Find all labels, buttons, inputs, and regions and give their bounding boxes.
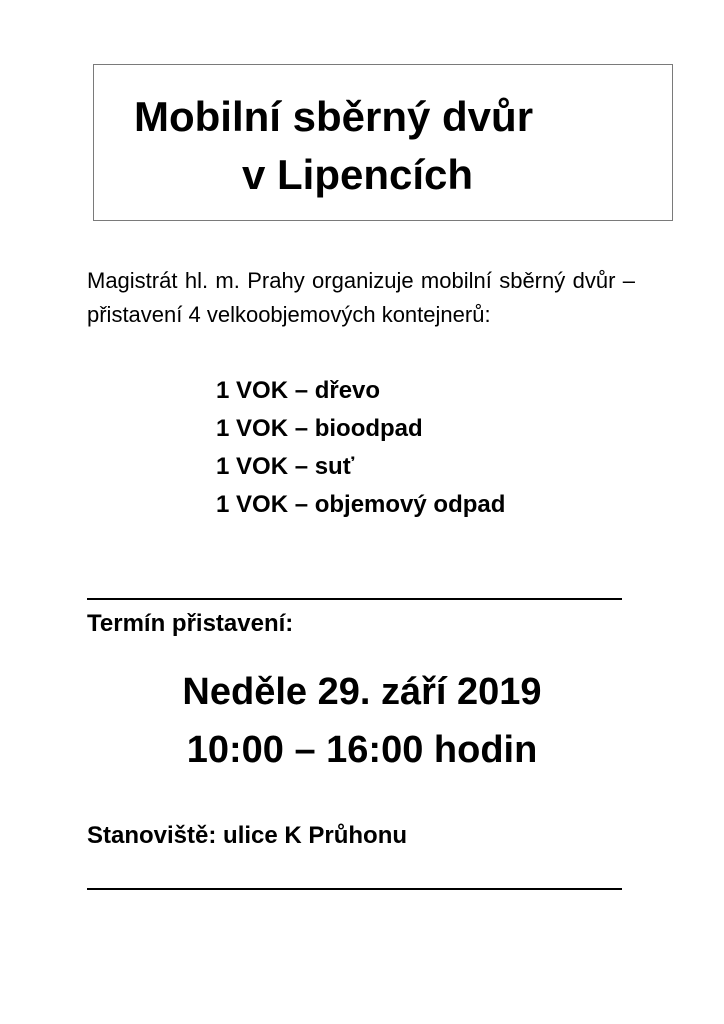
title-line-1: Mobilní sběrný dvůr — [134, 93, 534, 140]
container-list — [216, 372, 505, 524]
location-text: Stanoviště: ulice K Průhonu — [87, 822, 408, 849]
event-time: 10:00 – 16:00 hodin — [186, 729, 538, 771]
title-box — [93, 64, 673, 221]
container-item-biowaste: 1 VOK – bioodpad — [216, 415, 423, 442]
divider-top — [87, 598, 622, 600]
divider-bottom — [87, 888, 622, 890]
container-item-bulky-waste: 1 VOK – objemový odpad — [216, 491, 506, 518]
container-item-wood: 1 VOK – dřevo — [216, 377, 381, 404]
container-item-rubble: 1 VOK – suť — [216, 453, 355, 480]
intro-paragraph: Magistrát hl. m. Prahy organizuje mobilní sběrný dvůr – přistavení 4 velkoobjemových kontejnerů: — [87, 268, 635, 327]
title-line-2: v Lipencích — [242, 151, 474, 198]
event-date: Neděle 29. září 2019 — [182, 671, 542, 713]
term-label: Termín přistavení: — [87, 610, 294, 637]
